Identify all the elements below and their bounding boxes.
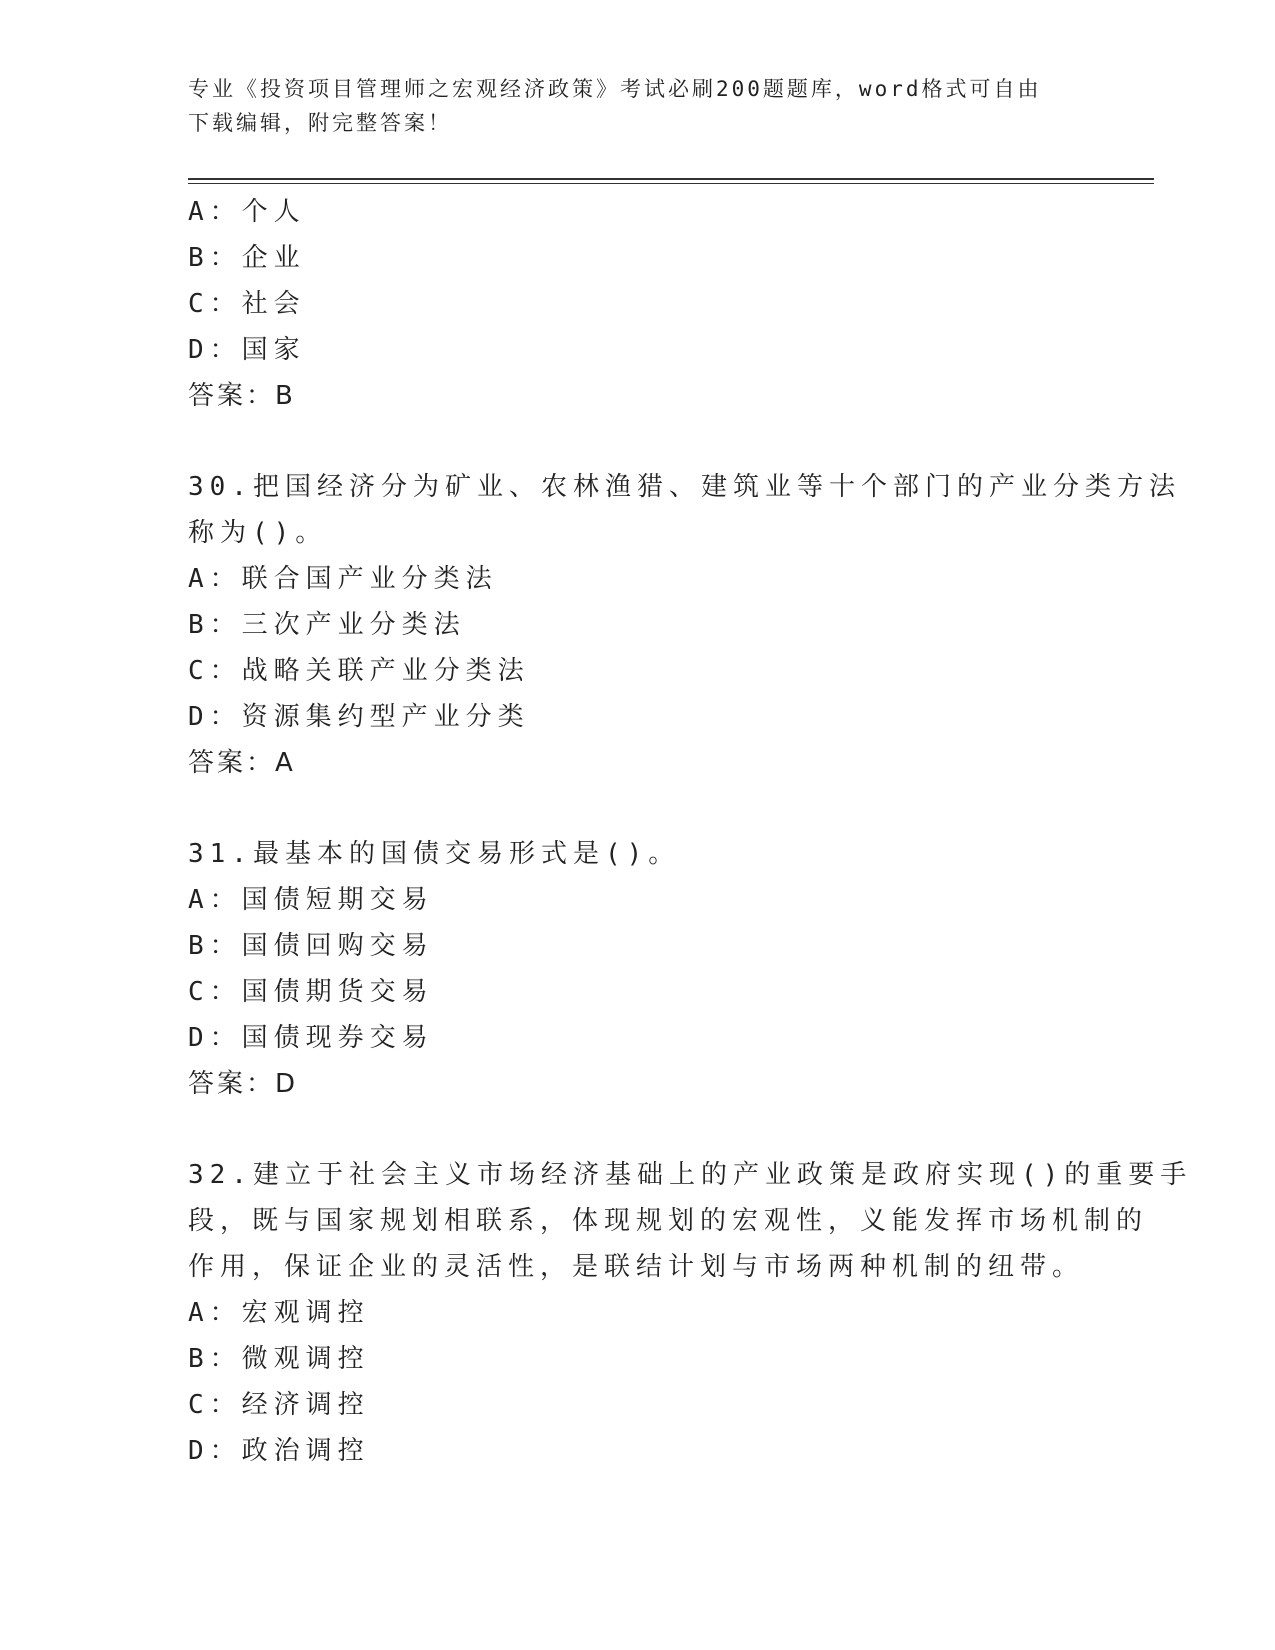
question-spacer [188,1107,1088,1152]
option-b: B：三次产业分类法 [188,610,466,640]
option-c: C：战略关联产业分类法 [188,656,530,686]
option-c: C：社会 [188,289,306,319]
option-a: A：国债短期交易 [188,885,434,915]
question-stem-line: 30.把国经济分为矿业、农林渔猎、建筑业等十个部门的产业分类方法 [188,472,1181,502]
option-d: D：政治调控 [188,1436,370,1466]
document-header [188,72,1068,140]
question-stem: 31.最基本的国债交易形式是()。 [188,839,681,869]
option-c: C：经济调控 [188,1390,370,1420]
answer-29: 答案：B [188,381,296,411]
option-b: B：企业 [188,243,306,273]
question-stem-line: 段，既与国家规划相联系，体现规划的宏观性，义能发挥市场机制的 [188,1206,1149,1236]
question-stem-line: 32.建立于社会主义市场经济基础上的产业政策是政府实现()的重要手 [188,1160,1193,1190]
question-spacer [188,419,1088,464]
option-d: D：资源集约型产业分类 [188,702,530,732]
header-line-2: 下载编辑，附完整答案！ [188,111,452,135]
question-31 [188,831,1088,1107]
option-a: A：个人 [188,197,306,227]
answer-30: 答案：A [188,748,296,778]
header-line-1: 专业《投资项目管理师之宏观经济政策》考试必刷200题题库，word格式可自由 [188,77,1042,101]
option-b: B：微观调控 [188,1344,370,1374]
option-c: C：国债期货交易 [188,977,434,1007]
option-d: D：国债现券交易 [188,1023,434,1053]
header-divider-thick [188,178,1154,180]
question-spacer [188,786,1088,831]
header-divider-thin [188,183,1154,184]
option-d: D：国家 [188,335,306,365]
question-list [188,189,1193,1474]
question-stem-line: 作用，保证企业的灵活性，是联结计划与市场两种机制的纽带。 [188,1252,1085,1282]
question-29 [188,189,1088,419]
question-30 [188,464,1181,786]
option-a: A：联合国产业分类法 [188,564,498,594]
question-32 [188,1152,1193,1474]
question-stem-line: 称为()。 [188,518,328,548]
option-b: B：国债回购交易 [188,931,434,961]
answer-31: 答案：D [188,1069,299,1099]
option-a: A：宏观调控 [188,1298,370,1328]
